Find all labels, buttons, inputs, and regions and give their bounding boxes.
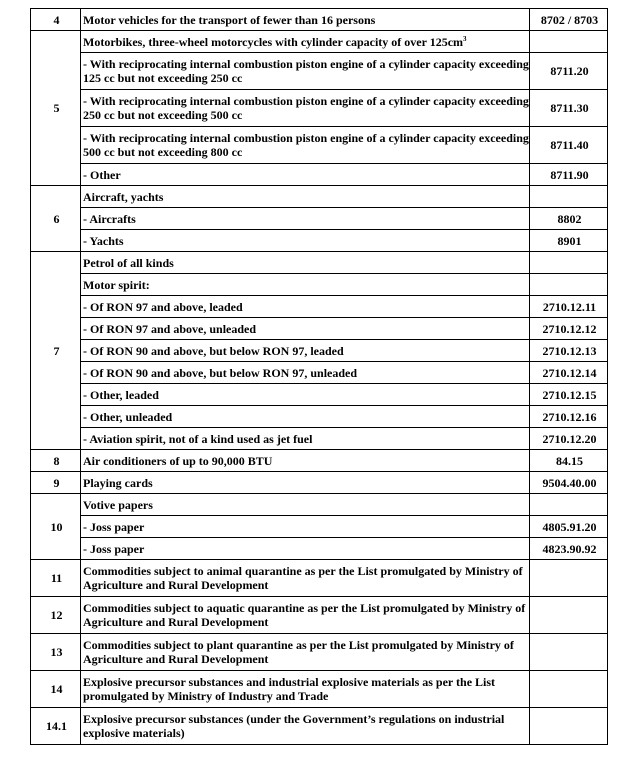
hs-code: 4805.91.20 <box>530 516 608 538</box>
table-row <box>31 186 608 208</box>
table-row <box>31 671 608 708</box>
item-description: - Aircrafts <box>81 208 530 230</box>
item-number: 10 <box>31 494 81 560</box>
table-row <box>31 597 608 634</box>
item-description: Air conditioners of up to 90,000 BTU <box>81 450 530 472</box>
item-description: - Joss paper <box>81 538 530 560</box>
item-description: - Of RON 90 and above, but below RON 97, leaded <box>81 340 530 362</box>
item-description: - Other, leaded <box>81 384 530 406</box>
item-number: 11 <box>31 560 81 597</box>
table-row <box>31 428 608 450</box>
hs-code: 2710.12.12 <box>530 318 608 340</box>
hs-code: 8901 <box>530 230 608 252</box>
table-row <box>31 164 608 186</box>
item-description: - Of RON 97 and above, leaded <box>81 296 530 318</box>
table-row <box>31 208 608 230</box>
item-description: - With reciprocating internal combustion piston engine of a cylinder capacity exceeding 125 cc but not exceeding 250 cc <box>81 53 530 90</box>
hs-code <box>530 634 608 671</box>
hs-code: 84.15 <box>530 450 608 472</box>
item-description: - Joss paper <box>81 516 530 538</box>
hs-code: 2710.12.11 <box>530 296 608 318</box>
table-row <box>31 9 608 31</box>
table-row <box>31 340 608 362</box>
hs-code: 9504.40.00 <box>530 472 608 494</box>
hs-code: 8702 / 8703 <box>530 9 608 31</box>
hs-code <box>530 597 608 634</box>
item-description: Motor spirit: <box>81 274 530 296</box>
item-number: 9 <box>31 472 81 494</box>
table-row <box>31 450 608 472</box>
item-description <box>81 31 530 53</box>
item-description: - Yachts <box>81 230 530 252</box>
hs-code <box>530 186 608 208</box>
item-number: 8 <box>31 450 81 472</box>
table-row <box>31 472 608 494</box>
item-description: - With reciprocating internal combustion piston engine of a cylinder capacity exceeding 500 cc but not exceeding 800 cc <box>81 127 530 164</box>
table-row <box>31 494 608 516</box>
hs-code <box>530 31 608 53</box>
hs-code: 2710.12.14 <box>530 362 608 384</box>
description-text: Motorbikes, three-wheel motorcycles with cylinder capacity of over 125cm <box>83 34 464 49</box>
table-row <box>31 127 608 164</box>
item-number: 14.1 <box>31 708 81 745</box>
item-number: 13 <box>31 634 81 671</box>
table-row <box>31 318 608 340</box>
hs-code <box>530 671 608 708</box>
hs-code: 8711.20 <box>530 53 608 90</box>
table-row <box>31 560 608 597</box>
table-row <box>31 384 608 406</box>
item-description: Petrol of all kinds <box>81 252 530 274</box>
hs-code: 8711.30 <box>530 90 608 127</box>
item-description: - Aviation spirit, not of a kind used as jet fuel <box>81 428 530 450</box>
table-row <box>31 538 608 560</box>
item-description: Commodities subject to plant quarantine as per the List promulgated by Ministry of Agriculture and Rural Development <box>81 634 530 671</box>
table-row <box>31 90 608 127</box>
table-row <box>31 53 608 90</box>
item-number: 12 <box>31 597 81 634</box>
item-description: Votive papers <box>81 494 530 516</box>
hs-code: 2710.12.16 <box>530 406 608 428</box>
superscript: 3 <box>463 34 467 43</box>
item-description: - Other, unleaded <box>81 406 530 428</box>
table-row <box>31 252 608 274</box>
item-description: Aircraft, yachts <box>81 186 530 208</box>
item-number: 7 <box>31 252 81 450</box>
item-description: - With reciprocating internal combustion piston engine of a cylinder capacity exceeding 250 cc but not exceeding 500 cc <box>81 90 530 127</box>
item-number: 14 <box>31 671 81 708</box>
item-description: Playing cards <box>81 472 530 494</box>
item-description: - Of RON 90 and above, but below RON 97, unleaded <box>81 362 530 384</box>
hs-code <box>530 708 608 745</box>
item-description: Explosive precursor substances and industrial explosive materials as per the List promulgated by Ministry of Industry and Trade <box>81 671 530 708</box>
item-number: 6 <box>31 186 81 252</box>
table-row <box>31 274 608 296</box>
goods-table <box>30 8 608 745</box>
hs-code: 8711.90 <box>530 164 608 186</box>
hs-code: 8802 <box>530 208 608 230</box>
table-row <box>31 406 608 428</box>
table-row <box>31 516 608 538</box>
hs-code <box>530 274 608 296</box>
item-description: - Other <box>81 164 530 186</box>
table-row <box>31 708 608 745</box>
hs-code: 2710.12.20 <box>530 428 608 450</box>
hs-code: 8711.40 <box>530 127 608 164</box>
table-row <box>31 230 608 252</box>
item-description: Motor vehicles for the transport of fewer than 16 persons <box>81 9 530 31</box>
item-number: 5 <box>31 31 81 186</box>
item-description: - Of RON 97 and above, unleaded <box>81 318 530 340</box>
table-row <box>31 634 608 671</box>
table-row <box>31 362 608 384</box>
hs-code <box>530 560 608 597</box>
hs-code <box>530 252 608 274</box>
hs-code <box>530 494 608 516</box>
item-description: Commodities subject to aquatic quarantine as per the List promulgated by Ministry of Agriculture and Rural Development <box>81 597 530 634</box>
hs-code: 2710.12.15 <box>530 384 608 406</box>
table-row <box>31 31 608 53</box>
hs-code: 2710.12.13 <box>530 340 608 362</box>
item-description: Explosive precursor substances (under the Government’s regulations on industrial explosive materials) <box>81 708 530 745</box>
hs-code: 4823.90.92 <box>530 538 608 560</box>
item-description: Commodities subject to animal quarantine as per the List promulgated by Ministry of Agriculture and Rural Development <box>81 560 530 597</box>
table-row <box>31 296 608 318</box>
item-number: 4 <box>31 9 81 31</box>
